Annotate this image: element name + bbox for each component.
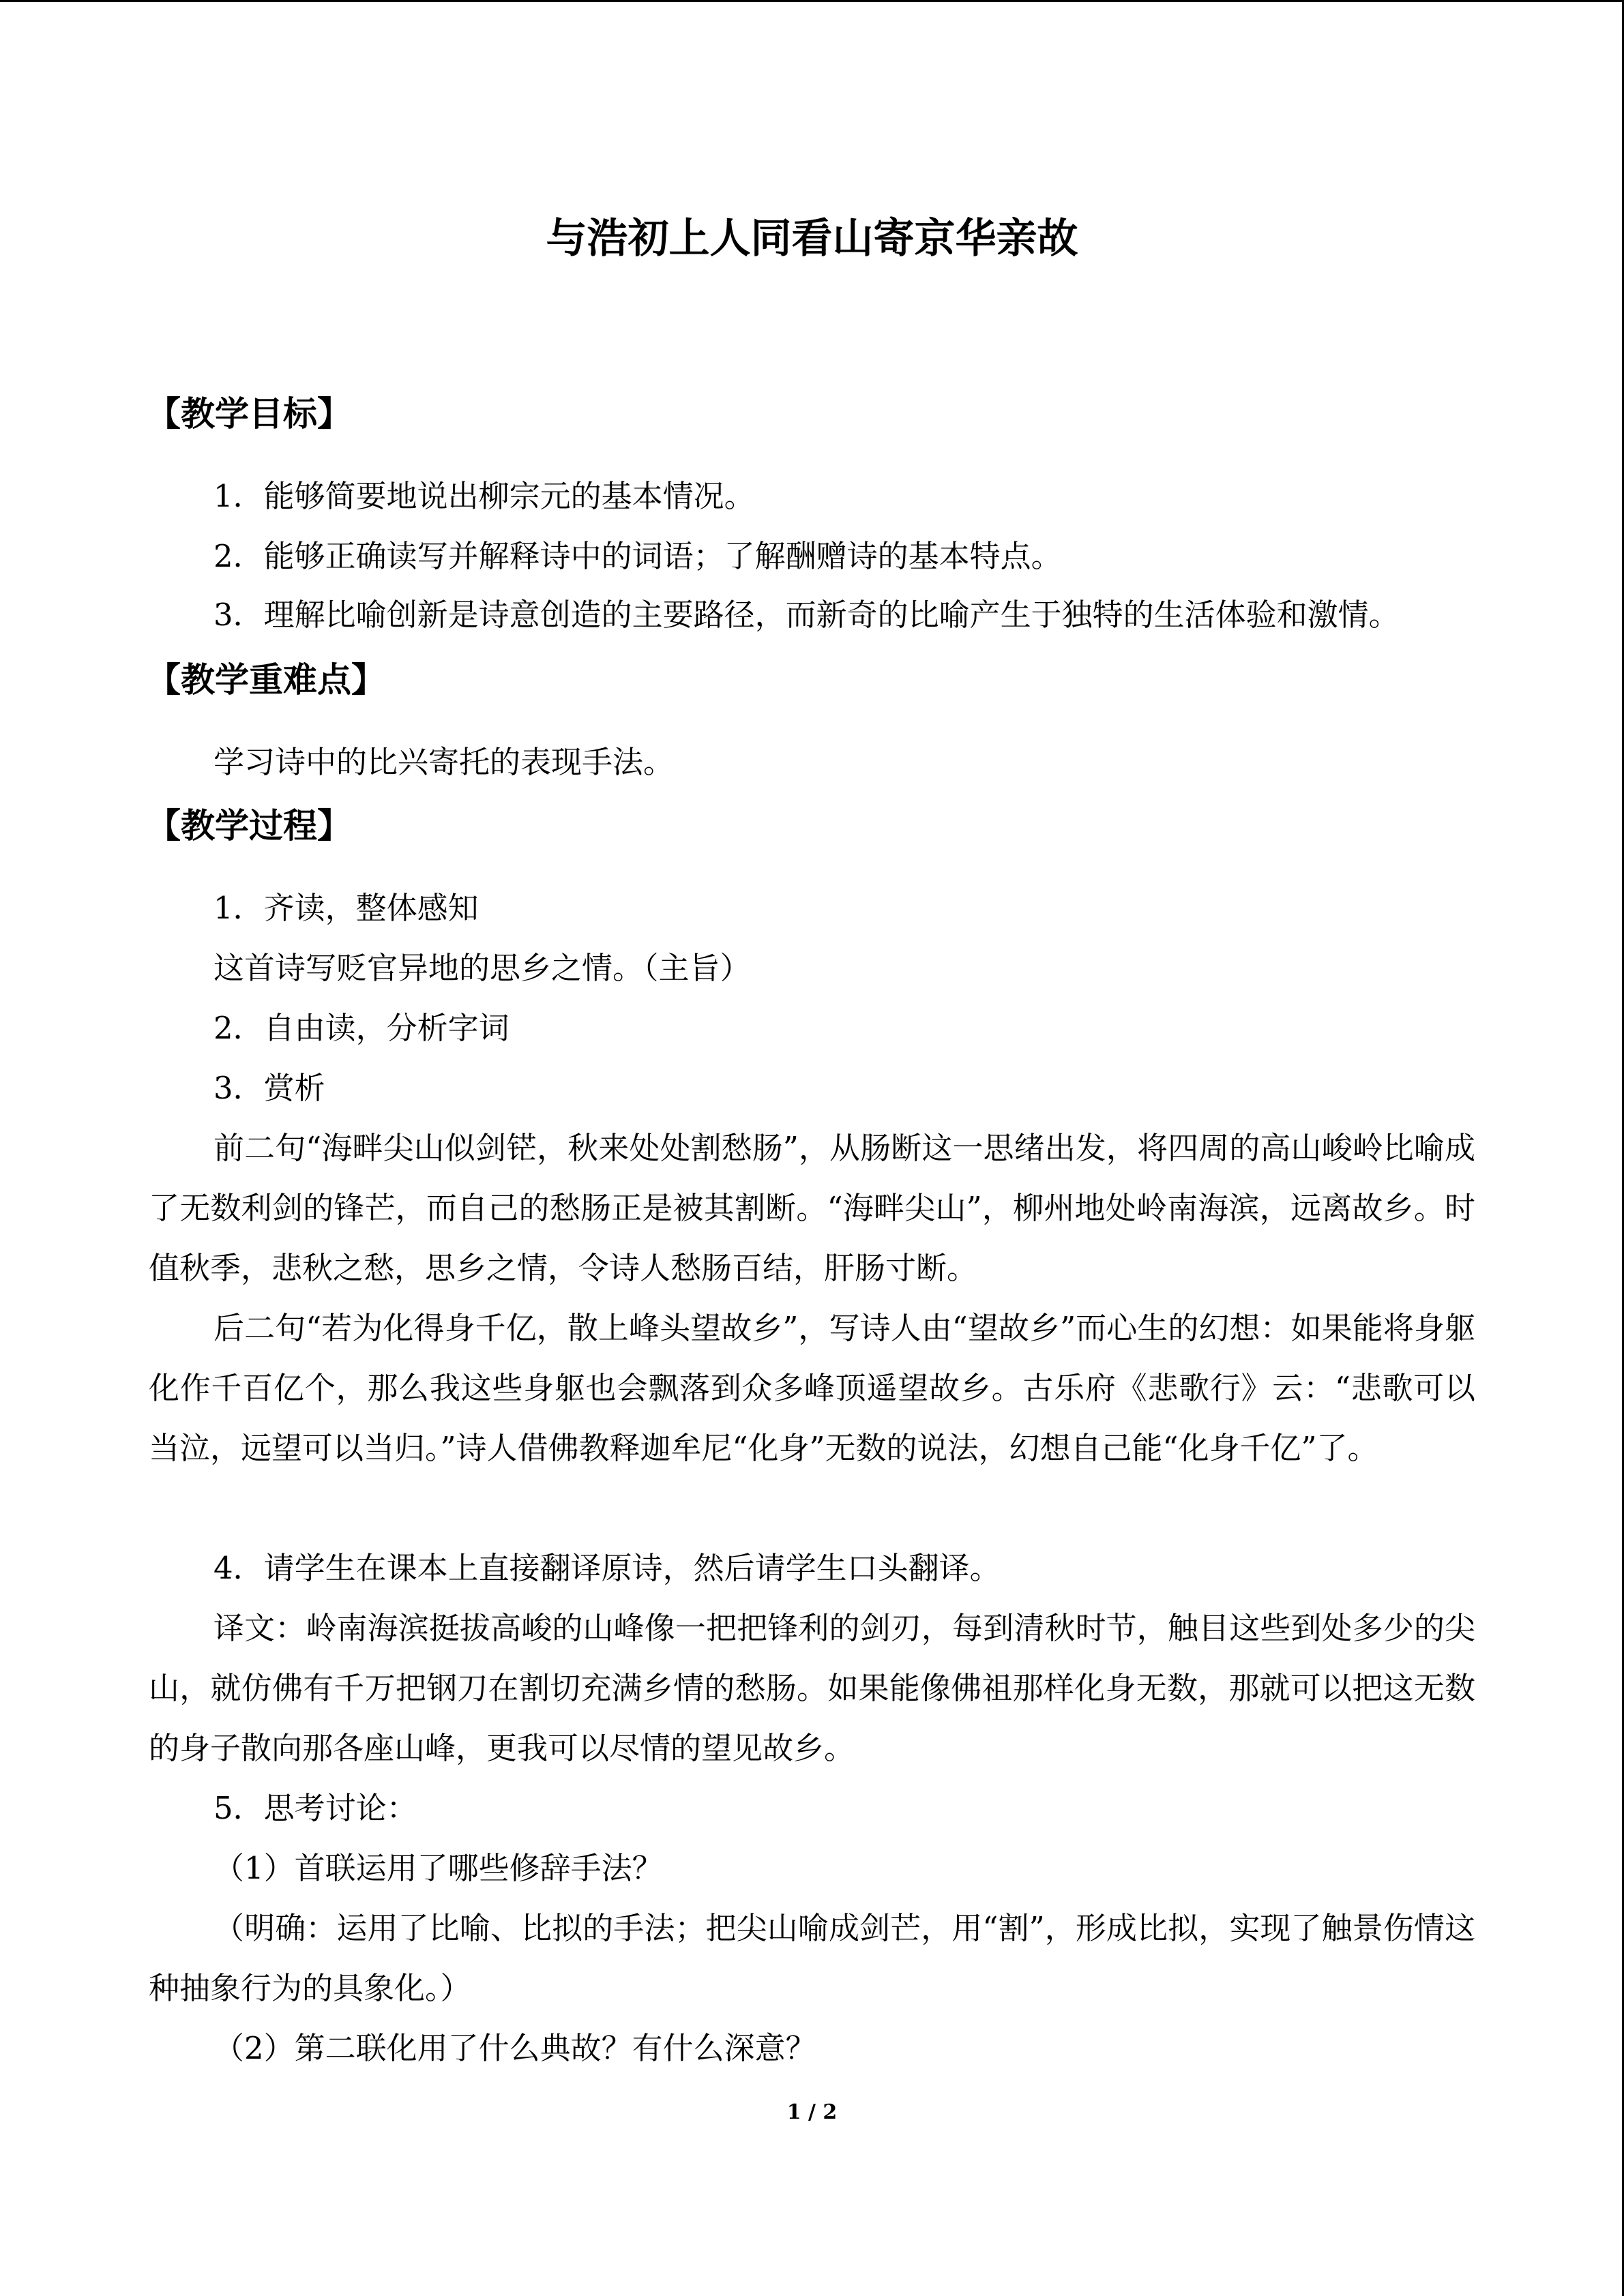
process-step-4: 4．请学生在课本上直接翻译原诗，然后请学生口头翻译。 bbox=[213, 1550, 1001, 1586]
discussion-question-1: （1）首联运用了哪些修辞手法？ bbox=[213, 1850, 663, 1886]
page-number: 1 / 2 bbox=[786, 2100, 838, 2124]
discussion-question-2: （2）第二联化用了什么典故？有什么深意？ bbox=[213, 2030, 816, 2066]
analysis-paragraph-2: 后二句“若为化得身千亿，散上峰头望故乡”，写诗人由“望故乡”而心生的幻想：如果能将身躯化作千百亿个，那么我这些身躯也会飘落到众多峰顶遥望故乡。古乐府《悲歌行》云：“悲歌可以当泣，远望可以当归。”诗人借佛教释迦牟尼“化身”无数的说法，幻想自己能“化身千亿”了。 bbox=[149, 1310, 1475, 1466]
page-border-top bbox=[0, 0, 1624, 2]
discussion-answer-1: （明确：运用了比喻、比拟的手法；把尖山喻成剑芒，用“割”，形成比拟，实现了触景伤情这种抽象行为的具象化。） bbox=[149, 1910, 1475, 2006]
section-heading-goals: 【教学目标】 bbox=[147, 394, 351, 434]
goal-item-1: 1．能够简要地说出柳宗元的基本情况。 bbox=[213, 478, 755, 514]
difficulties-text: 学习诗中的比兴寄托的表现手法。 bbox=[213, 744, 675, 780]
process-step-2: 2．自由读，分析字词 bbox=[213, 1010, 510, 1046]
section-heading-difficulties: 【教学重难点】 bbox=[147, 660, 385, 700]
process-step-3: 3．赏析 bbox=[213, 1070, 325, 1106]
process-step-5: 5．思考讨论： bbox=[213, 1790, 417, 1826]
goal-item-3: 3．理解比喻创新是诗意创造的主要路径，而新奇的比喻产生于独特的生活体验和激情。 bbox=[213, 597, 1400, 633]
process-step-1-note: 这首诗写贬官异地的思乡之情。（主旨） bbox=[213, 950, 751, 986]
process-step-1: 1．齐读，整体感知 bbox=[213, 890, 479, 926]
document-title: 与浩初上人同看山寄京华亲故 bbox=[546, 215, 1078, 263]
analysis-paragraph-1: 前二句“海畔尖山似剑铓，秋来处处割愁肠”，从肠断这一思绪出发，将四周的高山峻岭比喻成了无数利剑的锋芒，而自己的愁肠正是被其割断。“海畔尖山”，柳州地处岭南海滨，远离故乡。时值秋季，悲秋之愁，思乡之情，令诗人愁肠百结，肝肠寸断。 bbox=[149, 1130, 1475, 1286]
goal-item-2: 2．能够正确读写并解释诗中的词语；了解酬赠诗的基本特点。 bbox=[213, 538, 1062, 574]
translation-paragraph: 译文：岭南海滨挺拔高峻的山峰像一把把锋利的剑刃，每到清秋时节，触目这些到处多少的尖山，就仿佛有千万把钢刀在割切充满乡情的愁肠。如果能像佛祖那样化身无数，那就可以把这无数的身子散向那各座山峰，更我可以尽情的望见故乡。 bbox=[149, 1610, 1475, 1766]
section-heading-process: 【教学过程】 bbox=[147, 806, 351, 846]
